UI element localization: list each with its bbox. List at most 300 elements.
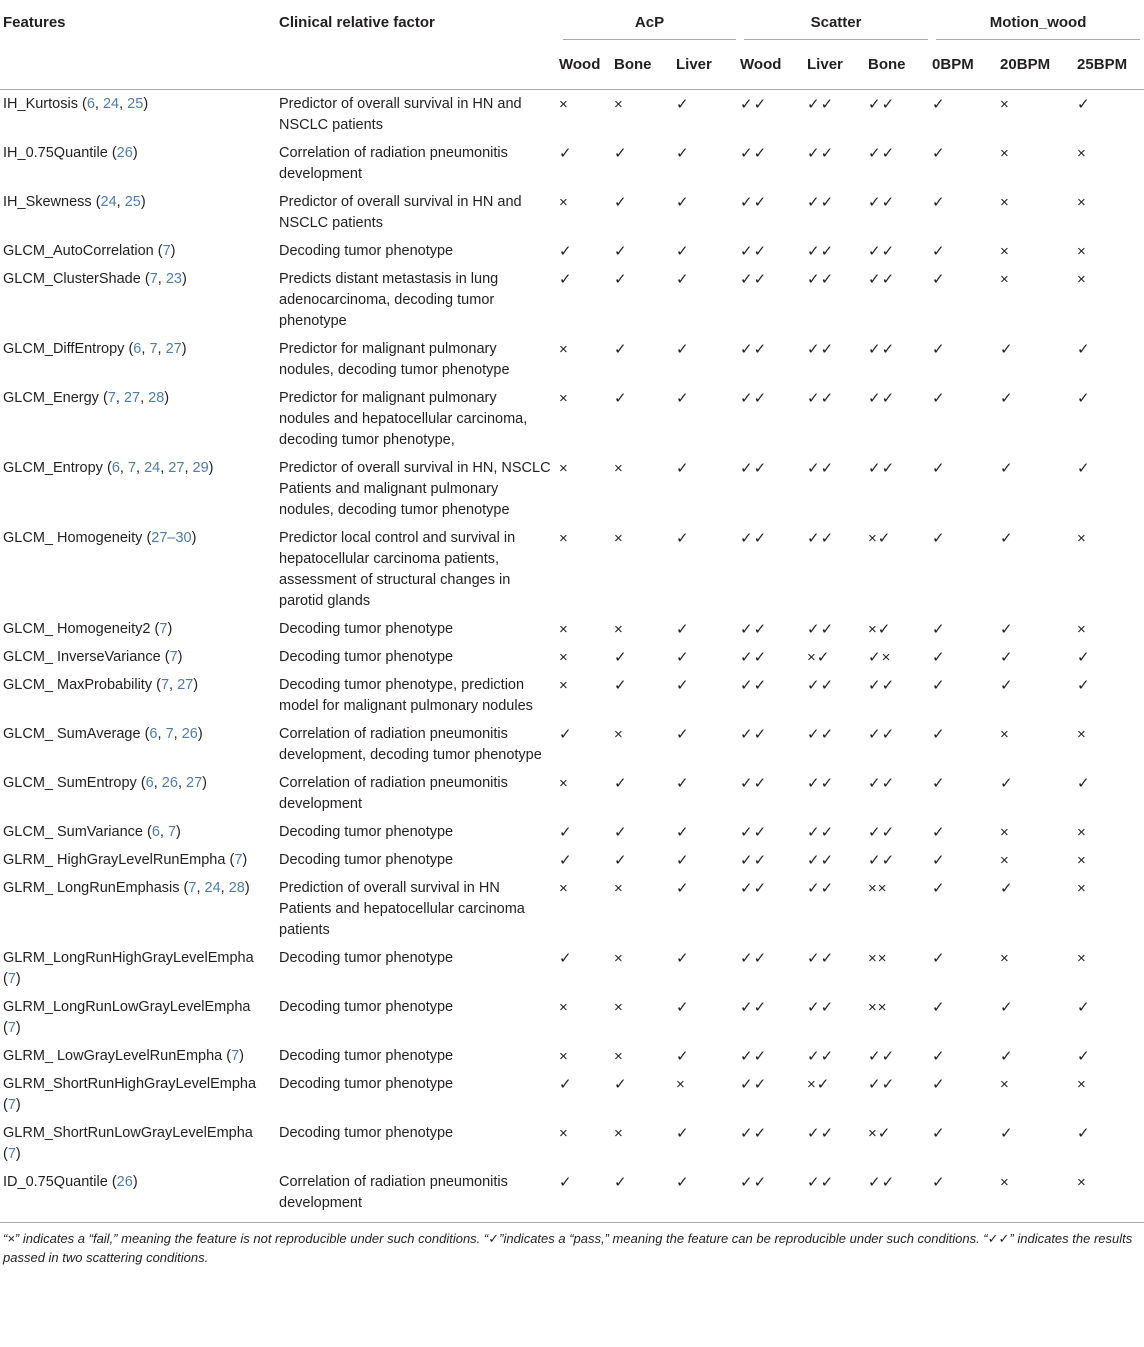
feature-cell: GLCM_ Homogeneity2 (7)	[3, 621, 173, 637]
reference-link[interactable]: 24	[102, 96, 120, 112]
reference-link[interactable]: 26	[116, 145, 133, 161]
result-mark: ✓	[676, 530, 690, 547]
result-mark: ✓	[1077, 390, 1091, 407]
result-mark: ✓	[1077, 1125, 1091, 1142]
reference-link[interactable]: 26	[161, 775, 178, 791]
clinical-factor-cell: Decoding tumor phenotype	[279, 824, 454, 840]
result-mark: ✓✓	[740, 1174, 768, 1191]
reference-link[interactable]: 29	[192, 460, 209, 476]
table-row	[0, 90, 1144, 140]
reference-link[interactable]: 27–30	[151, 530, 192, 546]
result-mark: ✓	[676, 96, 690, 113]
table-row	[0, 671, 1144, 720]
reference-link[interactable]: 6	[145, 775, 154, 791]
result-mark: ✓	[932, 145, 946, 162]
result-mark: ✓✓	[868, 460, 896, 477]
table-row	[0, 874, 1144, 944]
result-mark: ××	[868, 950, 888, 967]
reference-link[interactable]: 27	[186, 775, 203, 791]
result-mark: ×	[614, 880, 624, 897]
result-mark: ✓	[676, 677, 690, 694]
result-mark: ✓✓	[807, 824, 835, 841]
result-mark: ✓	[614, 271, 628, 288]
feature-cell: GLCM_ SumEntropy (6, 26, 27)	[3, 775, 207, 791]
table-row	[0, 335, 1144, 384]
feature-name: GLCM_Entropy	[3, 460, 107, 476]
result-mark: ×	[1000, 1174, 1010, 1191]
result-mark: ✓	[1000, 999, 1014, 1016]
result-mark: ✓	[676, 824, 690, 841]
reference-link[interactable]: 7	[7, 1146, 16, 1162]
result-mark: ✓✓	[740, 390, 768, 407]
result-mark: ✓	[932, 726, 946, 743]
result-mark: ✓	[614, 341, 628, 358]
result-mark: ×	[559, 1048, 569, 1065]
reference-link[interactable]: 6	[149, 726, 158, 742]
table-row	[0, 188, 1144, 237]
feature-name: GLRM_ShortRunLowGrayLevelEmpha	[3, 1125, 253, 1141]
result-mark: ✓	[676, 950, 690, 967]
table-row	[0, 846, 1144, 874]
result-mark: ✓✓	[868, 1048, 896, 1065]
result-mark: ✓	[1000, 341, 1014, 358]
clinical-factor-cell: Correlation of radiation pneumonitis development	[279, 1174, 508, 1211]
result-mark: ×	[1000, 824, 1010, 841]
result-mark: ✓	[932, 194, 946, 211]
table-row	[0, 524, 1144, 615]
clinical-factor-cell: Decoding tumor phenotype	[279, 621, 454, 637]
result-mark: ✓✓	[740, 1125, 768, 1142]
feature-name: IH_0.75Quantile	[3, 145, 112, 161]
result-mark: ✓✓	[740, 96, 768, 113]
result-mark: ✓	[1077, 775, 1091, 792]
result-mark: ✓✓	[740, 852, 768, 869]
result-mark: ×	[1000, 194, 1010, 211]
result-mark: ✓	[559, 271, 573, 288]
feature-name: GLCM_ SumAverage	[3, 726, 145, 742]
reference-link[interactable]: 25	[127, 96, 144, 112]
result-mark: ×	[559, 880, 569, 897]
result-mark: ✓	[676, 999, 690, 1016]
result-mark: ✓	[1077, 460, 1091, 477]
table-footnote: “×” indicates a “fail,” meaning the feature is not reproducible under such conditions. “✓”indicates a “pass,” meaning the feature can be reproducible under such conditions. “✓✓” indicates the results passed in two scattering conditions.	[3, 1231, 1133, 1265]
result-mark: ✓	[614, 194, 628, 211]
result-mark: ×	[1000, 96, 1010, 113]
result-mark: ×	[1077, 243, 1087, 260]
feature-cell: GLRM_ShortRunHighGrayLevelEmpha (7)	[3, 1076, 257, 1113]
result-mark: ✓	[1000, 621, 1014, 638]
result-mark: ×	[559, 194, 569, 211]
table-row	[0, 139, 1144, 188]
result-mark: ✓	[676, 194, 690, 211]
result-mark: ✓	[1077, 1048, 1091, 1065]
result-mark: ✓✓	[740, 950, 768, 967]
result-mark: ✓✓	[868, 341, 896, 358]
result-mark: ✓	[614, 677, 628, 694]
reference-link[interactable]: 24	[204, 880, 221, 896]
result-mark: ✓	[676, 460, 690, 477]
reference-link[interactable]: 6	[133, 341, 142, 357]
result-mark: ✓	[1077, 677, 1091, 694]
clinical-factor-cell: Decoding tumor phenotype	[279, 243, 454, 259]
reference-link[interactable]: 7	[149, 271, 158, 287]
result-mark: ✓✓	[740, 649, 768, 666]
clinical-header: Clinical relative factor	[279, 14, 435, 31]
result-mark: ✓✓	[807, 852, 835, 869]
reference-link[interactable]: 6	[111, 460, 120, 476]
reference-link[interactable]: 7	[159, 621, 168, 637]
result-mark: ✓	[614, 390, 628, 407]
result-mark: ×	[559, 530, 569, 547]
table-row	[0, 643, 1144, 671]
result-mark: ✓✓	[868, 775, 896, 792]
result-mark: ✓✓	[807, 1174, 835, 1191]
result-mark: ✓	[676, 1048, 690, 1065]
result-mark: ✓✓	[868, 677, 896, 694]
reference-link[interactable]: 7	[234, 852, 243, 868]
reference-link[interactable]: 24	[100, 194, 117, 210]
result-mark: ✓	[614, 145, 628, 162]
table-body	[0, 90, 1144, 1223]
feature-cell: GLCM_ SumVariance (6, 7)	[3, 824, 181, 840]
result-mark: ✓	[1000, 460, 1014, 477]
result-mark: ✓	[1000, 1125, 1014, 1142]
feature-name: GLCM_ Homogeneity2	[3, 621, 155, 637]
result-mark: ✓✓	[807, 271, 835, 288]
feature-name: GLCM_AutoCorrelation	[3, 243, 158, 259]
result-mark: ✓	[932, 243, 946, 260]
result-mark: ✓	[1000, 649, 1014, 666]
result-mark: ✓	[932, 999, 946, 1016]
result-mark: ✓✓	[807, 950, 835, 967]
col-header-acp-bone: Bone	[614, 56, 652, 73]
result-mark: ✓	[614, 1174, 628, 1191]
clinical-factor-cell: Prediction of overall survival in HN Patients and hepatocellular carcinoma patients	[279, 880, 525, 938]
clinical-factor-cell: Correlation of radiation pneumonitis development, decoding tumor phenotype	[279, 726, 542, 763]
result-mark: ✓✓	[868, 726, 896, 743]
result-mark: ✓	[932, 824, 946, 841]
result-mark: ✓	[676, 1125, 690, 1142]
result-mark: ✓	[932, 852, 946, 869]
result-mark: ✓	[932, 775, 946, 792]
feature-name: GLRM_ HighGrayLevelRunEmpha	[3, 852, 230, 868]
result-mark: ×	[559, 96, 569, 113]
feature-cell: GLCM_DiffEntropy (6, 7, 27)	[3, 341, 187, 357]
result-mark: ×	[559, 649, 569, 666]
clinical-factor-cell: Decoding tumor phenotype	[279, 999, 454, 1015]
result-mark: ✓	[614, 243, 628, 260]
result-mark: ✓✓	[740, 243, 768, 260]
result-mark: ✓✓	[807, 460, 835, 477]
reference-link[interactable]: 7	[127, 460, 137, 476]
col-header-motion-0bpm: 0BPM	[932, 56, 974, 73]
result-mark: ✓✓	[740, 621, 768, 638]
result-mark: ×	[614, 726, 624, 743]
result-mark: ✓✓	[807, 243, 835, 260]
result-mark: ✓✓	[868, 824, 896, 841]
result-mark: ✓✓	[868, 271, 896, 288]
header-row-groups	[0, 0, 1144, 46]
feature-cell: GLCM_Energy (7, 27, 28)	[3, 390, 170, 406]
reference-link[interactable]: 28	[148, 390, 165, 406]
clinical-factor-cell: Predictor for malignant pulmonary nodules, decoding tumor phenotype	[279, 341, 510, 378]
table-row	[0, 993, 1144, 1042]
result-mark: ✓✓	[868, 243, 896, 260]
result-mark: ××	[868, 999, 888, 1016]
result-mark: ✓	[559, 726, 573, 743]
col-header-motion-20bpm: 20BPM	[1000, 56, 1051, 73]
header-row-columns	[0, 46, 1144, 90]
feature-name: IH_Skewness	[3, 194, 96, 210]
table-row	[0, 237, 1144, 265]
table-row	[0, 1119, 1144, 1168]
result-mark: ✓	[1077, 999, 1091, 1016]
result-mark: ✓	[932, 1076, 946, 1093]
result-mark: ×	[1000, 145, 1010, 162]
result-mark: ×	[1077, 621, 1087, 638]
feature-name: IH_Kurtosis	[3, 96, 82, 112]
result-mark: ✓✓	[868, 194, 896, 211]
feature-name: ID_0.75Quantile	[3, 1174, 112, 1190]
result-mark: ×	[1000, 852, 1010, 869]
result-mark: ✓	[559, 950, 573, 967]
result-mark: ✓	[676, 852, 690, 869]
result-mark: ✓	[676, 726, 690, 743]
reference-link[interactable]: 7	[7, 1097, 16, 1113]
result-mark: ×	[1000, 726, 1010, 743]
table-row	[0, 944, 1144, 993]
result-mark: ×✓	[807, 649, 831, 666]
clinical-factor-cell: Correlation of radiation pneumonitis development	[279, 145, 508, 182]
result-mark: ✓✓	[807, 96, 835, 113]
feature-cell: IH_Kurtosis (6, 24, 25)	[3, 96, 149, 112]
feature-name: GLRM_ LowGrayLevelRunEmpha	[3, 1048, 227, 1064]
result-mark: ×	[559, 677, 569, 694]
result-mark: ×	[1000, 271, 1010, 288]
result-mark: ×	[559, 1125, 569, 1142]
result-mark: ✓	[932, 880, 946, 897]
col-header-acp-liver: Liver	[676, 56, 712, 73]
feature-name: GLRM_LongRunHighGrayLevelEmpha	[3, 950, 254, 966]
table-row	[0, 1042, 1144, 1070]
feature-name: GLCM_ SumEntropy	[3, 775, 141, 791]
feature-name: GLCM_ClusterShade	[3, 271, 145, 287]
table-row	[0, 1168, 1144, 1223]
result-mark: ×	[614, 96, 624, 113]
reference-link[interactable]: 28	[228, 880, 245, 896]
result-mark: ✓✓	[807, 621, 835, 638]
result-mark: ×	[1000, 950, 1010, 967]
reference-link[interactable]: 6	[151, 824, 160, 840]
result-mark: ×	[1000, 1076, 1010, 1093]
result-mark: ×✓	[868, 621, 892, 638]
result-mark: ✓	[676, 145, 690, 162]
feature-cell: GLRM_ LowGrayLevelRunEmpha (7)	[3, 1048, 245, 1064]
result-mark: ✓✓	[740, 145, 768, 162]
feature-cell: GLRM_ HighGrayLevelRunEmpha (7)	[3, 852, 248, 868]
reference-link[interactable]: 7	[188, 880, 197, 896]
reference-link[interactable]: 7	[162, 243, 171, 259]
result-mark: ✓	[1077, 96, 1091, 113]
result-mark: ✓✓	[740, 880, 768, 897]
result-mark: ×	[614, 530, 624, 547]
result-mark: ×	[1077, 824, 1087, 841]
result-mark: ✓✓	[807, 194, 835, 211]
result-mark: ×	[614, 1125, 624, 1142]
result-mark: ✓	[932, 96, 946, 113]
result-mark: ×	[1077, 271, 1087, 288]
reference-link[interactable]: 7	[231, 1048, 240, 1064]
clinical-factor-cell: Decoding tumor phenotype	[279, 649, 454, 665]
result-mark: ✓	[676, 775, 690, 792]
group-header-motion-wood: Motion_wood	[932, 0, 1144, 46]
reference-link[interactable]: 7	[107, 390, 116, 406]
result-mark: ✓✓	[740, 775, 768, 792]
feature-cell: GLCM_Entropy (6, 7, 24, 27, 29)	[3, 460, 214, 476]
result-mark: ✓	[1077, 649, 1091, 666]
feature-name: GLCM_Energy	[3, 390, 103, 406]
result-mark: ✓✓	[740, 824, 768, 841]
result-mark: ✓✓	[740, 341, 768, 358]
result-mark: ✓	[1000, 390, 1014, 407]
result-mark: ✓	[676, 243, 690, 260]
result-mark: ✓	[559, 1174, 573, 1191]
table-row	[0, 454, 1144, 524]
clinical-factor-cell: Decoding tumor phenotype	[279, 852, 454, 868]
result-mark: ×	[1077, 880, 1087, 897]
reference-link[interactable]: 7	[169, 649, 178, 665]
result-mark: ✓	[614, 852, 628, 869]
clinical-factor-cell: Decoding tumor phenotype	[279, 1048, 454, 1064]
reference-link[interactable]: 7	[7, 1020, 16, 1036]
result-mark: ×	[1077, 852, 1087, 869]
result-mark: ✓✓	[740, 460, 768, 477]
col-header-scatter-liver: Liver	[807, 56, 843, 73]
result-mark: ✓✓	[807, 726, 835, 743]
reference-link[interactable]: 6	[86, 96, 95, 112]
result-mark: ✓	[932, 390, 946, 407]
result-mark: ✓	[676, 390, 690, 407]
clinical-factor-cell: Correlation of radiation pneumonitis development	[279, 775, 508, 812]
result-mark: ×	[676, 1076, 686, 1093]
reference-link[interactable]: 7	[165, 726, 174, 742]
feature-cell: GLCM_ClusterShade (7, 23)	[3, 271, 187, 287]
result-mark: ✓✓	[740, 726, 768, 743]
reference-link[interactable]: 26	[116, 1174, 133, 1190]
result-mark: ✓	[614, 649, 628, 666]
reference-link[interactable]: 23	[165, 271, 182, 287]
clinical-factor-cell: Decoding tumor phenotype	[279, 950, 454, 966]
reference-link[interactable]: 7	[149, 341, 158, 357]
result-mark: ✓	[676, 880, 690, 897]
table-row	[0, 384, 1144, 454]
clinical-factor-cell: Predictor of overall survival in HN and NSCLC patients	[279, 96, 522, 133]
result-mark: ✓	[932, 621, 946, 638]
result-mark: ✓✓	[740, 677, 768, 694]
result-mark: ✓	[559, 1076, 573, 1093]
reference-link[interactable]: 27	[168, 460, 185, 476]
result-mark: ✓✓	[740, 271, 768, 288]
result-mark: ✓	[559, 145, 573, 162]
result-mark: ✓	[676, 621, 690, 638]
result-mark: ✓	[1000, 775, 1014, 792]
result-mark: ×✓	[868, 1125, 892, 1142]
feature-name: GLCM_ InverseVariance	[3, 649, 165, 665]
reference-link[interactable]: 27	[177, 677, 194, 693]
reference-link[interactable]: 26	[181, 726, 198, 742]
feature-cell: GLCM_ SumAverage (6, 7, 26)	[3, 726, 203, 742]
table-row	[0, 1070, 1144, 1119]
clinical-factor-cell: Predictor of overall survival in HN, NSCLC Patients and malignant pulmonary nodules, decoding tumor phenotype	[279, 460, 551, 518]
reference-link[interactable]: 27	[123, 390, 141, 406]
result-mark: ✓	[676, 1174, 690, 1191]
result-mark: ×	[614, 460, 624, 477]
result-mark: ×	[559, 775, 569, 792]
table-row	[0, 615, 1144, 643]
reference-link[interactable]: 24	[144, 460, 161, 476]
result-mark: ✓	[676, 649, 690, 666]
result-mark: ✓✓	[807, 1125, 835, 1142]
result-mark: ✓×	[868, 649, 892, 666]
result-mark: ×	[1077, 726, 1087, 743]
reference-link[interactable]: 27	[165, 341, 182, 357]
result-mark: ×	[1077, 1174, 1087, 1191]
result-mark: ✓✓	[740, 999, 768, 1016]
table-row	[0, 720, 1144, 769]
result-mark: ✓	[614, 1076, 628, 1093]
feature-name: GLCM_ Homogeneity	[3, 530, 147, 546]
result-mark: ×	[1077, 950, 1087, 967]
result-mark: ✓	[1000, 1048, 1014, 1065]
result-mark: ✓	[1077, 341, 1091, 358]
feature-cell: GLCM_ Homogeneity (27–30)	[3, 530, 197, 546]
feature-name: GLRM_ShortRunHighGrayLevelEmpha	[3, 1076, 257, 1092]
result-mark: ✓✓	[807, 530, 835, 547]
result-mark: ✓	[932, 271, 946, 288]
result-mark: ✓	[1000, 530, 1014, 547]
reference-link[interactable]: 7	[160, 677, 170, 693]
clinical-factor-cell: Predictor of overall survival in HN and NSCLC patients	[279, 194, 522, 231]
result-mark: ✓✓	[807, 390, 835, 407]
feature-cell: ID_0.75Quantile (26)	[3, 1174, 138, 1190]
result-mark: ✓	[1000, 677, 1014, 694]
feature-name: GLRM_ LongRunEmphasis	[3, 880, 184, 896]
result-mark: ×	[614, 950, 624, 967]
result-mark: ✓	[932, 341, 946, 358]
result-mark: ✓	[559, 852, 573, 869]
feature-cell: IH_Skewness (24, 25)	[3, 194, 146, 210]
header-spacer	[0, 46, 279, 90]
header-spacer	[279, 46, 559, 90]
result-mark: ✓	[559, 824, 573, 841]
result-mark: ✓	[932, 950, 946, 967]
result-mark: ✓	[932, 460, 946, 477]
feature-name: GLRM_LongRunLowGrayLevelEmpha	[3, 999, 251, 1015]
result-mark: ×	[1077, 530, 1087, 547]
reference-link[interactable]: 7	[167, 824, 177, 840]
reference-link[interactable]: 25	[124, 194, 141, 210]
feature-cell: GLRM_LongRunLowGrayLevelEmpha (7)	[3, 999, 251, 1036]
result-mark: ××	[868, 880, 888, 897]
reference-link[interactable]: 7	[7, 971, 16, 987]
result-mark: ✓✓	[807, 999, 835, 1016]
result-mark: ✓	[614, 775, 628, 792]
col-header-motion-25bpm: 25BPM	[1077, 56, 1128, 73]
result-mark: ×	[559, 621, 569, 638]
feature-cell: GLRM_ShortRunLowGrayLevelEmpha (7)	[3, 1125, 253, 1162]
col-header-scatter-bone: Bone	[868, 56, 906, 73]
clinical-factor-cell: Predictor local control and survival in hepatocellular carcinoma patients, assessment of structural changes in parotid glands	[279, 530, 516, 609]
